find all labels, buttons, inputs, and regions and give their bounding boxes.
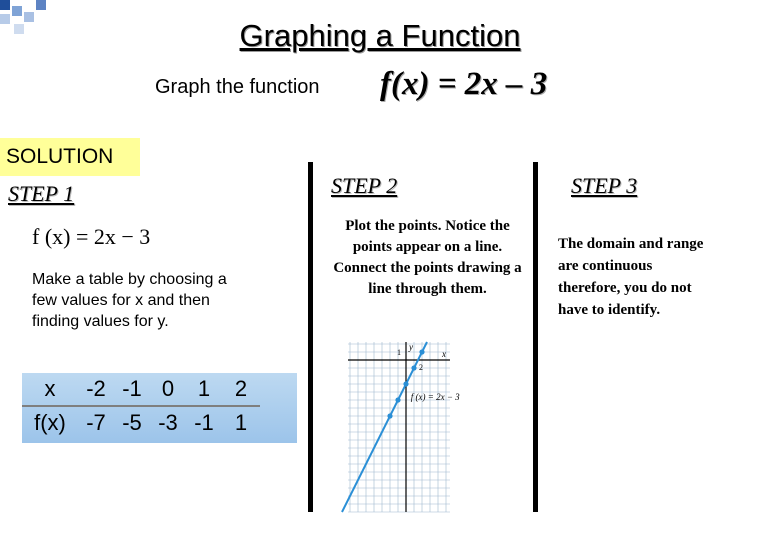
graph-point [387, 413, 392, 418]
x-tick-label: 2 [419, 363, 423, 372]
table-cell: 2 [222, 373, 260, 406]
table-cell: -1 [114, 373, 150, 406]
table-row [22, 373, 260, 406]
solution-label: SOLUTION [6, 145, 114, 168]
step3-label: STEP 3 [571, 173, 638, 198]
table-cell: 0 [150, 373, 186, 406]
table-row-label: f(x) [34, 410, 66, 435]
y-axis-label: y [409, 342, 413, 352]
step1-text: Make a table by choosing a few values for x and then finding values for y. [32, 271, 227, 330]
values-table [22, 373, 260, 439]
x-axis-label: x [442, 349, 446, 359]
table-cell: -7 [86, 410, 106, 435]
table-cell: -1 [194, 410, 214, 435]
table-cell: -2 [78, 373, 114, 406]
divider [308, 162, 313, 512]
y-tick-label: 1 [397, 348, 401, 357]
table-cell: -5 [122, 410, 142, 435]
graph-prompt: Graph the function [155, 76, 320, 98]
solution-box [0, 138, 140, 176]
step1-equation: f (x) = 2x − 3 [32, 224, 151, 249]
function-graph [348, 342, 460, 512]
corner-square [0, 0, 10, 10]
graph-point [395, 397, 400, 402]
graph-point [403, 381, 408, 386]
graph-axes [348, 342, 450, 512]
table-cell: 1 [234, 410, 248, 435]
graph-point [411, 365, 416, 370]
divider [533, 162, 538, 512]
step1-label: STEP 1 [8, 181, 75, 206]
table-row [22, 406, 260, 439]
line-label: f (x) = 2x − 3 [410, 392, 460, 402]
table-cell: -3 [158, 410, 178, 435]
page-title: Graphing a Function [239, 18, 521, 53]
step3-text: The domain and range are continuous therefore, you do not have to identify. [558, 236, 704, 318]
graph-grid [348, 342, 450, 512]
graph-point [419, 349, 424, 354]
function-title: f(x) = 2x – 3 [380, 66, 548, 102]
corner-square [12, 6, 22, 16]
corner-square [36, 0, 46, 10]
step2-text: Plot the points. Notice the points appear on a line. Connect the points drawing a line through them. [333, 218, 522, 297]
table-cell: 1 [186, 373, 222, 406]
step2-label: STEP 2 [331, 173, 398, 198]
table-row-label: x [22, 373, 78, 406]
